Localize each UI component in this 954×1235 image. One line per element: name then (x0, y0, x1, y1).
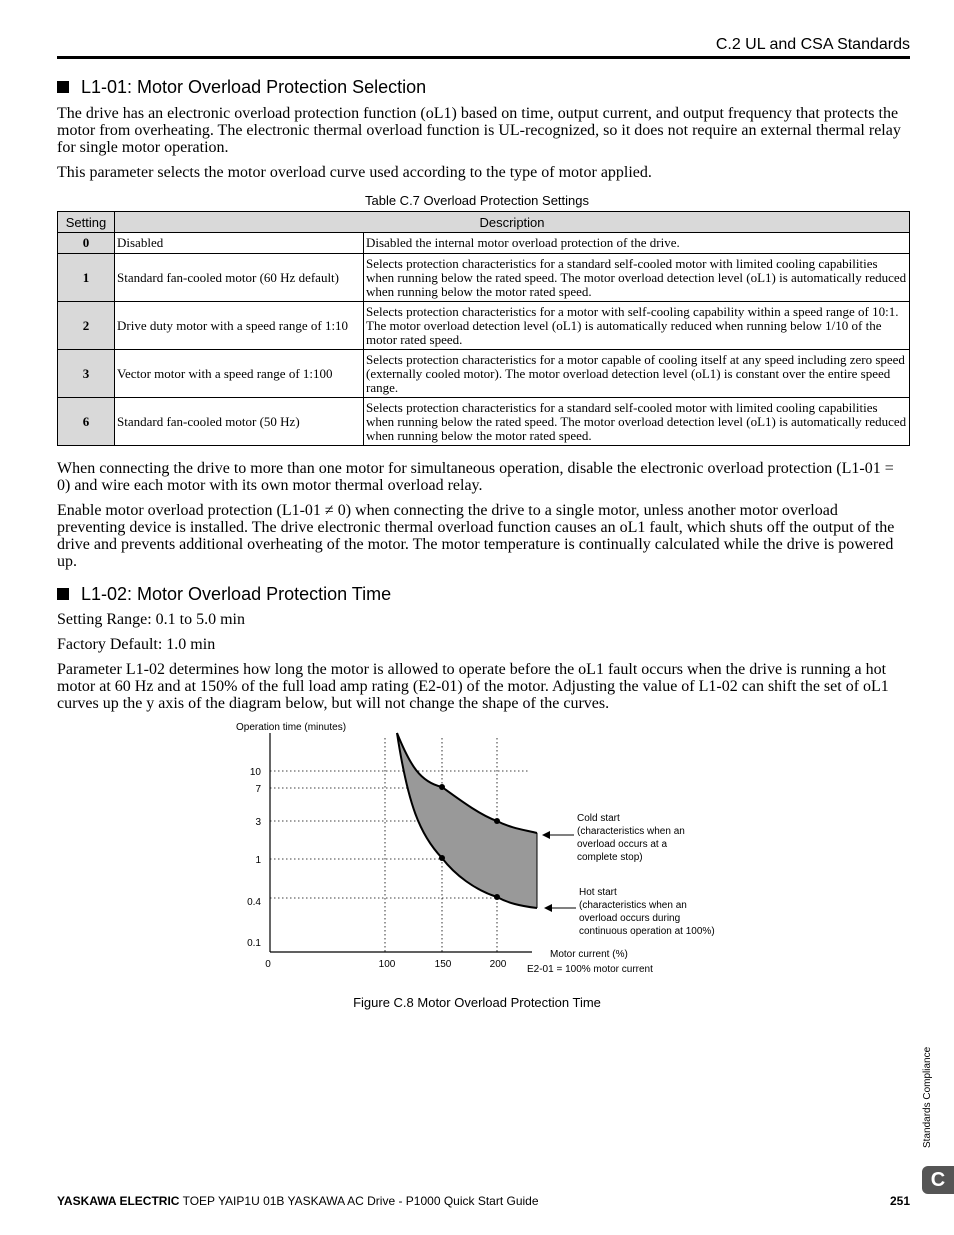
setting-value: 6 (58, 398, 115, 446)
heading-l1-02-text: L1-02: Motor Overload Protection Time (81, 584, 392, 604)
page-number: 251 (889, 1194, 910, 1208)
table-caption: Table C.7 Overload Protection Settings (364, 193, 589, 208)
setting-description: Selects protection characteristics for a standard self-cooled motor with limited cooling capabilities when running below the rated speed. The motor overload detection level (oL1) is automatically reduced when running below the motor rated speed. (364, 398, 910, 446)
cold-start-label: (characteristics when an (577, 826, 685, 837)
setting-name: Disabled (115, 233, 364, 254)
setting-name: Standard fan-cooled motor (60 Hz default) (115, 254, 364, 302)
figure-caption: Figure C.8 Motor Overload Protection Time (353, 995, 601, 1010)
y-tick-label: 0.4 (247, 897, 261, 908)
header-setting: Setting (58, 212, 115, 233)
l1-02-paragraph: Parameter L1-02 determines how long the motor is allowed to operate before the oL1 fault occurs when the drive is running a hot motor at 60 Hz and at 150% of the full load amp rating (E2-01) of the motor. Adjusting the value of L1-02 can shift the set of oL1 curves up the y axis of the diagram below, but will not change the shape of the curves. (57, 661, 889, 712)
callout-lines (548, 835, 576, 908)
chapter-tab: C (922, 1166, 954, 1194)
setting-value: 3 (58, 350, 115, 398)
setting-description: Selects protection characteristics for a motor capable of cooling itself at any speed including zero speed (externally cooled motor). The motor overload detection level (oL1) is constant over the entire speed range. (364, 350, 910, 398)
section-title: C.2 UL and CSA Standards (715, 36, 910, 53)
y-tick-label: 3 (255, 817, 261, 828)
x-tick-label: 0 (265, 959, 271, 970)
setting-value: 1 (58, 254, 115, 302)
arrow-head-icon (544, 904, 552, 912)
y-tick-label: 0.1 (247, 938, 261, 949)
x-tick-label: 200 (489, 959, 507, 970)
header-description: Description (115, 212, 910, 233)
single-motor-paragraph: Enable motor overload protection (L1-01 ≠ 0) when connecting the drive to a single motor, unless another motor overload preventing device is installed. The drive electronic thermal overload function causes an oL1 fault, which shuts off the output of the drive and prevents additional overheating of the motor. The motor temperature is continually calculated while the drive is powered up. (57, 502, 895, 570)
data-point (494, 894, 500, 900)
cold-start-label: overload occurs at a (577, 839, 668, 850)
setting-value: 2 (58, 302, 115, 350)
footer-doc-title: TOEP YAIP1U 01B YASKAWA AC Drive - P1000 Quick Start Guide (179, 1194, 539, 1208)
y-axis-title: Operation time (minutes) (236, 722, 347, 733)
setting-value: 0 (58, 233, 115, 254)
x-tick-label: 150 (434, 959, 452, 970)
hot-start-label: Hot start (579, 887, 617, 898)
heading-l1-01-text: L1-01: Motor Overload Protection Selection (81, 77, 427, 97)
setting-description: Selects protection characteristics for a standard self-cooled motor with limited cooling capabilities when running below the rated speed. The motor overload detection level (oL1) is automatically reduced when running below the motor rated speed. (364, 254, 910, 302)
x-axis-note: E2-01 = 100% motor current (527, 964, 653, 975)
setting-name: Drive duty motor with a speed range of 1:10 (115, 302, 364, 350)
data-point (439, 855, 445, 861)
l1-01-paragraph-1: The drive has an electronic overload protection function (oL1) based on time, output current, and output frequency that protects the motor from overheating. The electronic thermal overload function is UL-recognized, so it does not require an external thermal relay for single motor operation. (57, 105, 901, 156)
y-tick-label: 1 (255, 855, 261, 866)
factory-default: Factory Default: 1.0 min (57, 636, 216, 653)
x-axis-title: Motor current (%) (550, 949, 628, 960)
y-tick-label: 10 (249, 767, 261, 778)
footer-company: YASKAWA ELECTRIC (57, 1194, 180, 1208)
side-section-label: Standards Compliance (922, 1046, 933, 1148)
data-point (494, 818, 500, 824)
y-tick-label: 7 (255, 784, 261, 795)
setting-description: Selects protection characteristics for a motor with self-cooling capability within a speed range of 10:1. The motor overload detection level (oL1) is automatically reduced when running below 1/10 of the motor rated speed. (364, 302, 910, 350)
data-point (439, 784, 445, 790)
cold-start-label: complete stop) (577, 852, 643, 863)
setting-name: Vector motor with a speed range of 1:100 (115, 350, 364, 398)
hot-start-label: continuous operation at 100%) (579, 926, 715, 937)
setting-description: Disabled the internal motor overload protection of the drive. (364, 233, 910, 254)
multi-motor-paragraph: When connecting the drive to more than one motor for simultaneous operation, disable the electronic overload protection (L1-01 = 0) and wire each motor with its own motor thermal overload relay. (57, 460, 894, 494)
hot-start-label: overload occurs during (579, 913, 681, 924)
hot-start-label: (characteristics when an (579, 900, 687, 911)
setting-name: Standard fan-cooled motor (50 Hz) (115, 398, 364, 446)
cold-start-label: Cold start (577, 813, 620, 824)
l1-01-paragraph-2: This parameter selects the motor overload curve used according to the type of motor applied. (57, 164, 652, 181)
setting-range: Setting Range: 0.1 to 5.0 min (57, 611, 245, 628)
arrow-head-icon (542, 831, 550, 839)
x-tick-label: 100 (378, 959, 396, 970)
footer (57, 1194, 910, 1208)
